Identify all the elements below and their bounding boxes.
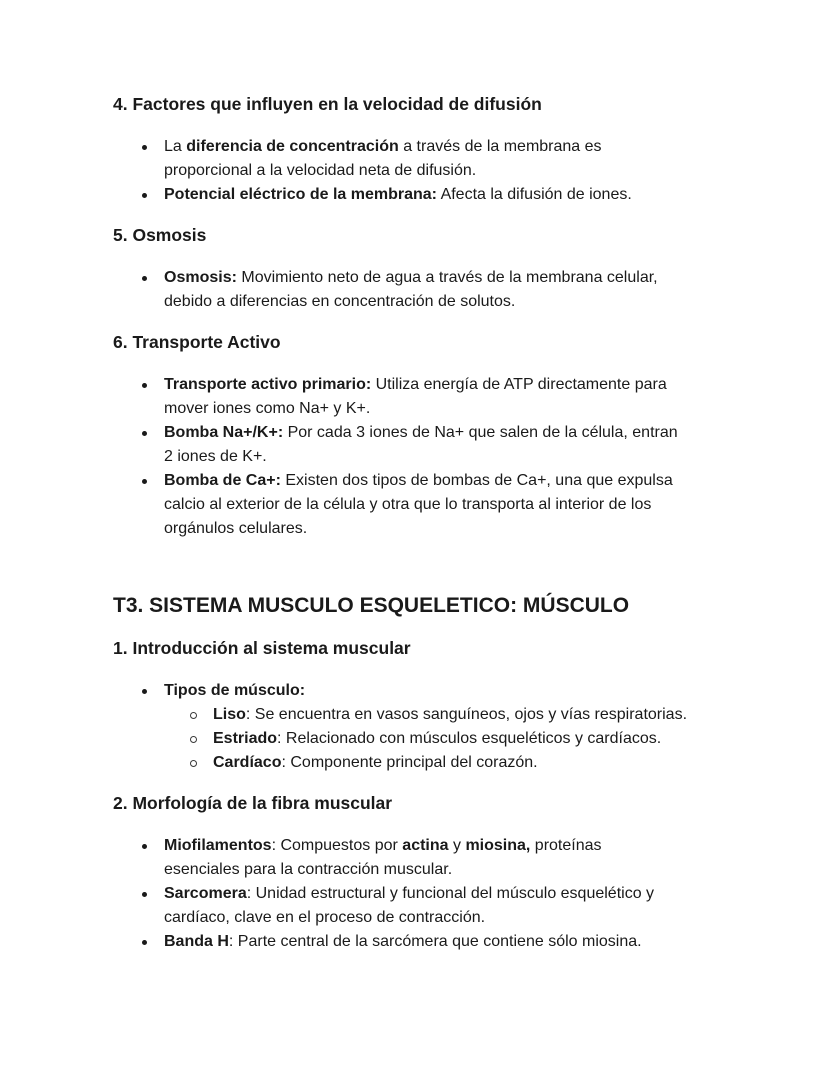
- bullet-list: [113, 135, 723, 207]
- list-item: [113, 469, 723, 541]
- bullet-icon: [142, 383, 147, 388]
- text-line: [164, 397, 723, 421]
- text-segment: : Componente principal del corazón.: [281, 754, 538, 771]
- text-segment: diferencia de concentración: [186, 138, 399, 155]
- text-line: [164, 159, 723, 183]
- text-segment: debido a diferencias en concentración de solutos.: [164, 293, 516, 310]
- text-segment: Osmosis:: [164, 269, 237, 286]
- text-line: [164, 373, 723, 397]
- text-segment: Existen dos tipos de bombas de Ca+, una que expulsa: [280, 472, 673, 489]
- text-line: [164, 930, 723, 954]
- text-segment: Potencial eléctrico de la membrana:: [164, 186, 437, 203]
- text-line: [213, 727, 723, 751]
- text-segment: : Parte central de la sarcómera que contiene sólo miosina.: [228, 933, 642, 950]
- section-heading: 1. Introducción al sistema muscular: [113, 638, 411, 658]
- section-heading: 4. Factores que influyen en la velocidad de difusión: [113, 94, 542, 114]
- bullet-icon: [142, 431, 147, 436]
- text-segment: cardíaco, clave en el proceso de contracción.: [164, 909, 486, 926]
- bullet-icon: [142, 844, 147, 849]
- text-line: [164, 834, 723, 858]
- list-item: [113, 679, 723, 703]
- text-segment: Bomba Na+/K+:: [164, 424, 284, 441]
- text-segment: Miofilamentos: [164, 837, 272, 854]
- bullet-list: [113, 679, 723, 775]
- bullet-icon: [142, 892, 147, 897]
- list-item: [113, 135, 723, 183]
- bullet-icon: [142, 940, 147, 945]
- text-line: [164, 517, 723, 541]
- text-segment: Sarcomera: [164, 885, 247, 902]
- text-segment: Afecta la difusión de iones.: [437, 186, 632, 203]
- text-line: [164, 135, 723, 159]
- text-segment: : Relacionado con músculos esqueléticos y cardíacos.: [277, 730, 662, 747]
- bullet-icon: [142, 145, 147, 150]
- bullet-list: [113, 834, 723, 954]
- sub-list-item: [113, 751, 723, 775]
- text-line: [164, 421, 723, 445]
- text-segment: Transporte activo primario:: [164, 376, 372, 393]
- list-item: [113, 421, 723, 469]
- list-item: [113, 266, 723, 314]
- text-segment: proteínas: [530, 837, 602, 854]
- document-content: [113, 92, 723, 970]
- text-line: [164, 493, 723, 517]
- text-segment: Cardíaco: [213, 754, 282, 771]
- list-item: [113, 183, 723, 207]
- text-segment: Estriado: [213, 730, 278, 747]
- text-line: [164, 266, 723, 290]
- text-segment: : Se encuentra en vasos sanguíneos, ojos y vías respiratorias.: [245, 706, 688, 723]
- text-segment: proporcional a la velocidad neta de difusión.: [164, 162, 477, 179]
- text-segment: miosina,: [465, 837, 531, 854]
- bullet-list: [113, 266, 723, 314]
- text-line: [164, 290, 723, 314]
- text-segment: Por cada 3 iones de Na+ que salen de la célula, entran: [283, 424, 678, 441]
- list-item: [113, 373, 723, 421]
- text-segment: y: [448, 837, 466, 854]
- text-line: [164, 183, 723, 207]
- section-heading: 6. Transporte Activo: [113, 332, 281, 352]
- text-line: [213, 751, 723, 775]
- text-segment: actina: [402, 837, 449, 854]
- sub-list-item: [113, 727, 723, 751]
- text-segment: esenciales para la contracción muscular.: [164, 861, 453, 878]
- text-segment: calcio al exterior de la célula y otra que lo transporta al interior de los: [164, 496, 652, 513]
- bullet-icon: [142, 193, 147, 198]
- text-segment: La: [164, 138, 187, 155]
- list-item: [113, 882, 723, 930]
- list-item: [113, 930, 723, 954]
- bullet-icon: [142, 479, 147, 484]
- list-item: [113, 834, 723, 882]
- circle-bullet-icon: [190, 736, 197, 743]
- text-segment: Tipos de músculo:: [164, 682, 306, 699]
- text-segment: : Compuestos por: [271, 837, 403, 854]
- bullet-icon: [142, 276, 147, 281]
- text-line: [164, 882, 723, 906]
- text-segment: Banda H: [164, 933, 229, 950]
- text-line: [213, 703, 723, 727]
- text-line: [164, 445, 723, 469]
- text-line: [164, 858, 723, 882]
- section-heading: 5. Osmosis: [113, 225, 207, 245]
- bullet-list: [113, 373, 723, 541]
- circle-bullet-icon: [190, 712, 197, 719]
- text-line: [164, 469, 723, 493]
- chapter-title: T3. SISTEMA MUSCULO ESQUELETICO: MÚSCULO: [113, 594, 630, 617]
- text-segment: Movimiento neto de agua a través de la membrana celular,: [236, 269, 658, 286]
- text-segment: : Unidad estructural y funcional del músculo esquelético y: [246, 885, 655, 902]
- bullet-icon: [142, 689, 147, 694]
- circle-bullet-icon: [190, 760, 197, 767]
- text-line: [164, 906, 723, 930]
- text-segment: orgánulos celulares.: [164, 520, 308, 537]
- text-segment: Utiliza energía de ATP directamente para: [371, 376, 667, 393]
- text-segment: 2 iones de K+.: [164, 448, 267, 465]
- text-segment: mover iones como Na+ y K+.: [164, 400, 371, 417]
- sub-list-item: [113, 703, 723, 727]
- text-line: [164, 679, 723, 703]
- text-segment: Liso: [213, 706, 246, 723]
- text-segment: a través de la membrana es: [398, 138, 602, 155]
- section-heading: 2. Morfología de la fibra muscular: [113, 793, 393, 813]
- text-segment: Bomba de Ca+:: [164, 472, 281, 489]
